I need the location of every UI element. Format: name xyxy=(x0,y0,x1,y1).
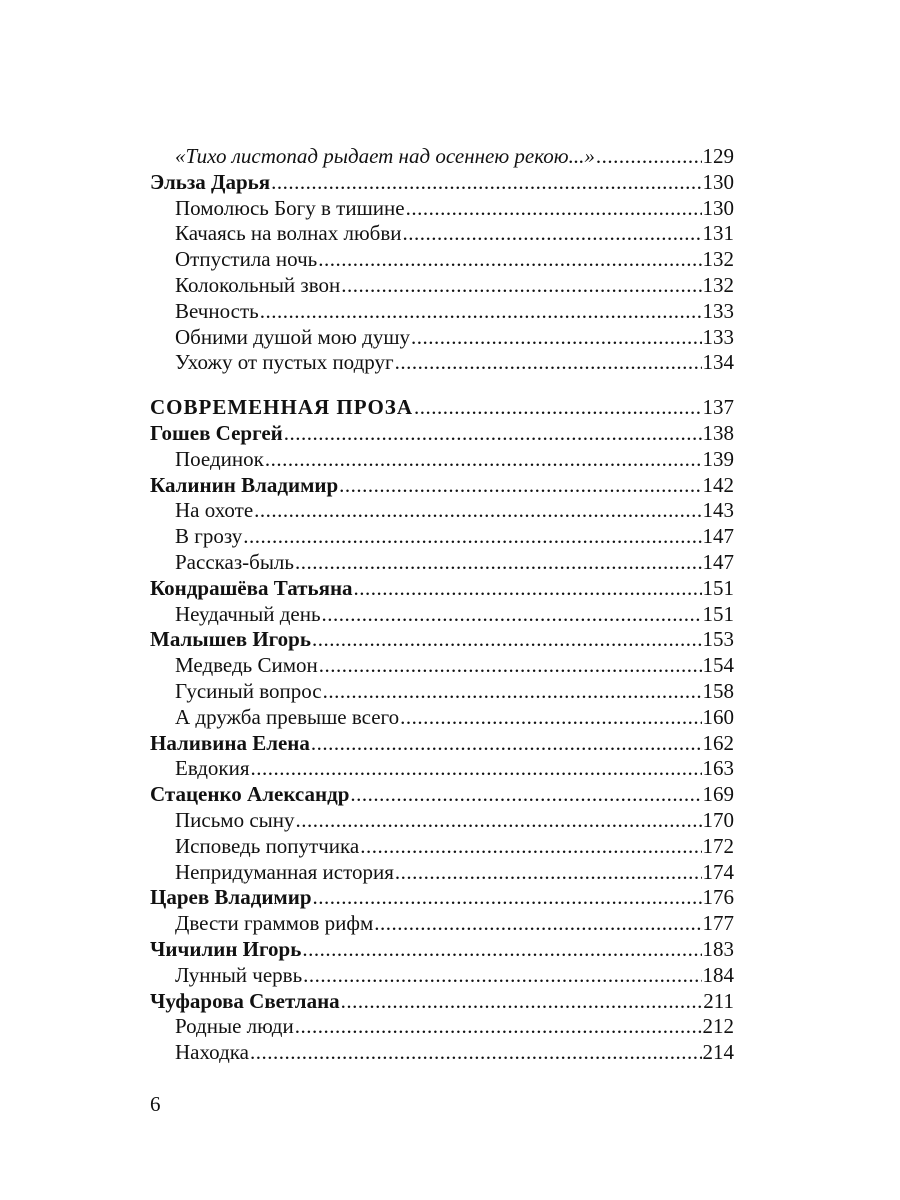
toc-entry-page: 139 xyxy=(702,446,734,471)
toc-entry-page: 212 xyxy=(702,1014,734,1039)
toc-entry-title: Евдокия xyxy=(175,756,250,781)
toc-entry xyxy=(150,756,734,782)
toc-entry xyxy=(150,602,734,628)
toc-entry-page: 162 xyxy=(702,730,734,755)
toc-entry xyxy=(150,705,734,731)
dot-leader xyxy=(250,1040,702,1066)
toc-entry-title: Царев Владимир xyxy=(150,885,312,910)
toc-entry-title: На охоте xyxy=(175,498,254,523)
toc-entry-page: 169 xyxy=(702,782,734,807)
toc-author-entry xyxy=(150,989,734,1015)
dot-leader xyxy=(374,911,701,937)
toc-entry-title: В грозу xyxy=(175,524,243,549)
toc-entry-title: Двести граммов рифм xyxy=(175,911,374,936)
toc-entry-page: 134 xyxy=(702,350,734,375)
toc-author-entry xyxy=(150,627,734,653)
dot-leader xyxy=(400,705,701,731)
dot-leader xyxy=(295,550,702,576)
dot-leader xyxy=(284,421,702,447)
toc-entry-title: Непридуманная история xyxy=(175,859,394,884)
toc-entry-page: 160 xyxy=(702,704,734,729)
toc-entry xyxy=(150,834,734,860)
toc-author-entry xyxy=(150,576,734,602)
dot-leader xyxy=(322,602,702,628)
toc-entry xyxy=(150,911,734,937)
toc-entry xyxy=(150,963,734,989)
toc-entry xyxy=(150,1040,734,1066)
dot-leader xyxy=(339,473,701,499)
toc-entry-page: 137 xyxy=(702,395,734,420)
toc-entry-page: 163 xyxy=(702,756,734,781)
dot-leader xyxy=(596,144,702,170)
toc-entry xyxy=(150,325,734,351)
toc-entry-title: Вечность xyxy=(175,298,259,323)
toc-entry xyxy=(150,498,734,524)
toc-entry-title: А дружба превыше всего xyxy=(175,704,400,729)
toc-entry xyxy=(150,144,734,170)
toc-entry xyxy=(150,860,734,886)
toc-entry-page: 170 xyxy=(702,807,734,832)
toc-entry-page: 151 xyxy=(702,601,734,626)
toc-entry-title: Родные люди xyxy=(175,1014,294,1039)
dot-leader xyxy=(341,273,701,299)
toc-entry-title: Поединок xyxy=(175,446,264,471)
toc-author-entry xyxy=(150,170,734,196)
toc-entry-title: Колокольный звон xyxy=(175,272,341,297)
toc-entry xyxy=(150,808,734,834)
dot-leader xyxy=(313,885,702,911)
toc-entry xyxy=(150,447,734,473)
toc-entry-page: 158 xyxy=(702,678,734,703)
toc-entry xyxy=(150,247,734,273)
toc-entry xyxy=(150,653,734,679)
toc-entry-title: Калинин Владимир xyxy=(150,472,339,497)
toc-entry-page: 214 xyxy=(702,1040,734,1065)
toc-entry-title: Письмо сыну xyxy=(175,807,295,832)
toc-entry-page: 176 xyxy=(702,885,734,910)
toc-entry-title: Исповедь попутчика xyxy=(175,833,360,858)
toc-entry-title: Стаценко Александр xyxy=(150,782,350,807)
toc-entry-page: 151 xyxy=(702,575,734,600)
toc-entry-title: Чуфарова Светлана xyxy=(150,988,340,1013)
toc-entry-title: Находка xyxy=(175,1040,249,1065)
toc-entry-title: Чичилин Игорь xyxy=(150,936,302,961)
toc-author-entry xyxy=(150,885,734,911)
toc-entry-page: 143 xyxy=(702,498,734,523)
toc-entry xyxy=(150,350,734,376)
toc-entry xyxy=(150,221,734,247)
toc-entry-title: Гусиный вопрос xyxy=(175,678,322,703)
toc-entry-page: 138 xyxy=(702,420,734,445)
toc-entry-page: 174 xyxy=(702,859,734,884)
dot-leader xyxy=(251,756,702,782)
toc-entry-page: 132 xyxy=(702,247,734,272)
toc-author-entry xyxy=(150,782,734,808)
toc-entry xyxy=(150,196,734,222)
dot-leader xyxy=(260,299,702,325)
toc-entry-title: Гошев Сергей xyxy=(150,420,283,445)
toc-entry-title: Качаясь на волнах любви xyxy=(175,221,402,246)
toc-entry-page: 130 xyxy=(702,169,734,194)
toc-entry-title: «Тихо листопад рыдает над осеннею рекою...» xyxy=(175,144,595,168)
dot-leader xyxy=(403,221,702,247)
toc-entry-title: СОВРЕМЕННАЯ ПРОЗА xyxy=(150,395,414,420)
dot-leader xyxy=(323,679,702,705)
toc-entry-page: 154 xyxy=(702,653,734,678)
dot-leader xyxy=(319,653,702,679)
dot-leader xyxy=(312,627,702,653)
toc-entry-page: 130 xyxy=(702,195,734,220)
dot-leader xyxy=(406,196,702,222)
toc-author-entry xyxy=(150,731,734,757)
dot-leader xyxy=(295,1014,702,1040)
toc-entry-page: 147 xyxy=(702,524,734,549)
toc-entry-page: 133 xyxy=(702,298,734,323)
toc-entry-title: Наливина Елена xyxy=(150,730,310,755)
toc-entry-page: 177 xyxy=(702,911,734,936)
toc-entry-title: Помолюсь Богу в тишине xyxy=(175,195,405,220)
dot-leader xyxy=(254,498,701,524)
toc-entry-title: Рассказ-быль xyxy=(175,549,294,574)
dot-leader xyxy=(311,731,702,757)
dot-leader xyxy=(350,782,701,808)
dot-leader xyxy=(318,247,701,273)
dot-leader xyxy=(302,937,701,963)
dot-leader xyxy=(360,834,701,860)
dot-leader xyxy=(354,576,702,602)
dot-leader xyxy=(411,325,701,351)
dot-leader xyxy=(395,860,702,886)
dot-leader xyxy=(271,170,701,196)
toc-entry xyxy=(150,273,734,299)
toc-entry-page: 142 xyxy=(702,472,734,497)
toc-entry-page: 129 xyxy=(702,144,734,168)
dot-leader xyxy=(395,350,702,376)
dot-leader xyxy=(265,447,702,473)
toc-entry-title: Малышев Игорь xyxy=(150,627,311,652)
toc-entry-title: Отпустила ночь xyxy=(175,247,318,272)
toc-entry xyxy=(150,1014,734,1040)
toc-author-entry xyxy=(150,937,734,963)
toc-entry-title: Кондрашёва Татьяна xyxy=(150,575,353,600)
toc-entry-page: 147 xyxy=(702,549,734,574)
table-of-contents xyxy=(150,144,734,1066)
toc-entry-title: Неудачный день xyxy=(175,601,321,626)
toc-entry-page: 184 xyxy=(702,962,734,987)
dot-leader xyxy=(414,395,701,421)
toc-entry-page: 153 xyxy=(702,627,734,652)
dot-leader xyxy=(296,808,702,834)
dot-leader xyxy=(303,963,701,989)
toc-entry-page: 131 xyxy=(702,221,734,246)
toc-entry-page: 183 xyxy=(702,936,734,961)
toc-section-heading xyxy=(150,395,734,421)
dot-leader xyxy=(243,524,701,550)
dot-leader xyxy=(341,989,703,1015)
toc-entry-page: 133 xyxy=(702,324,734,349)
toc-entry xyxy=(150,299,734,325)
toc-entry xyxy=(150,679,734,705)
toc-author-entry xyxy=(150,473,734,499)
toc-entry-title: Обними душой мою душу xyxy=(175,324,411,349)
toc-entry-title: Медведь Симон xyxy=(175,653,318,678)
toc-entry-page: 132 xyxy=(702,272,734,297)
toc-entry xyxy=(150,524,734,550)
page-number: 6 xyxy=(150,1092,161,1116)
toc-entry xyxy=(150,550,734,576)
toc-author-entry xyxy=(150,421,734,447)
toc-entry-page: 172 xyxy=(702,833,734,858)
toc-entry-title: Эльза Дарья xyxy=(150,169,271,194)
toc-entry-page: 211 xyxy=(703,988,734,1013)
toc-entry-title: Ухожу от пустых подруг xyxy=(175,350,394,375)
toc-entry-title: Лунный червь xyxy=(175,962,303,987)
